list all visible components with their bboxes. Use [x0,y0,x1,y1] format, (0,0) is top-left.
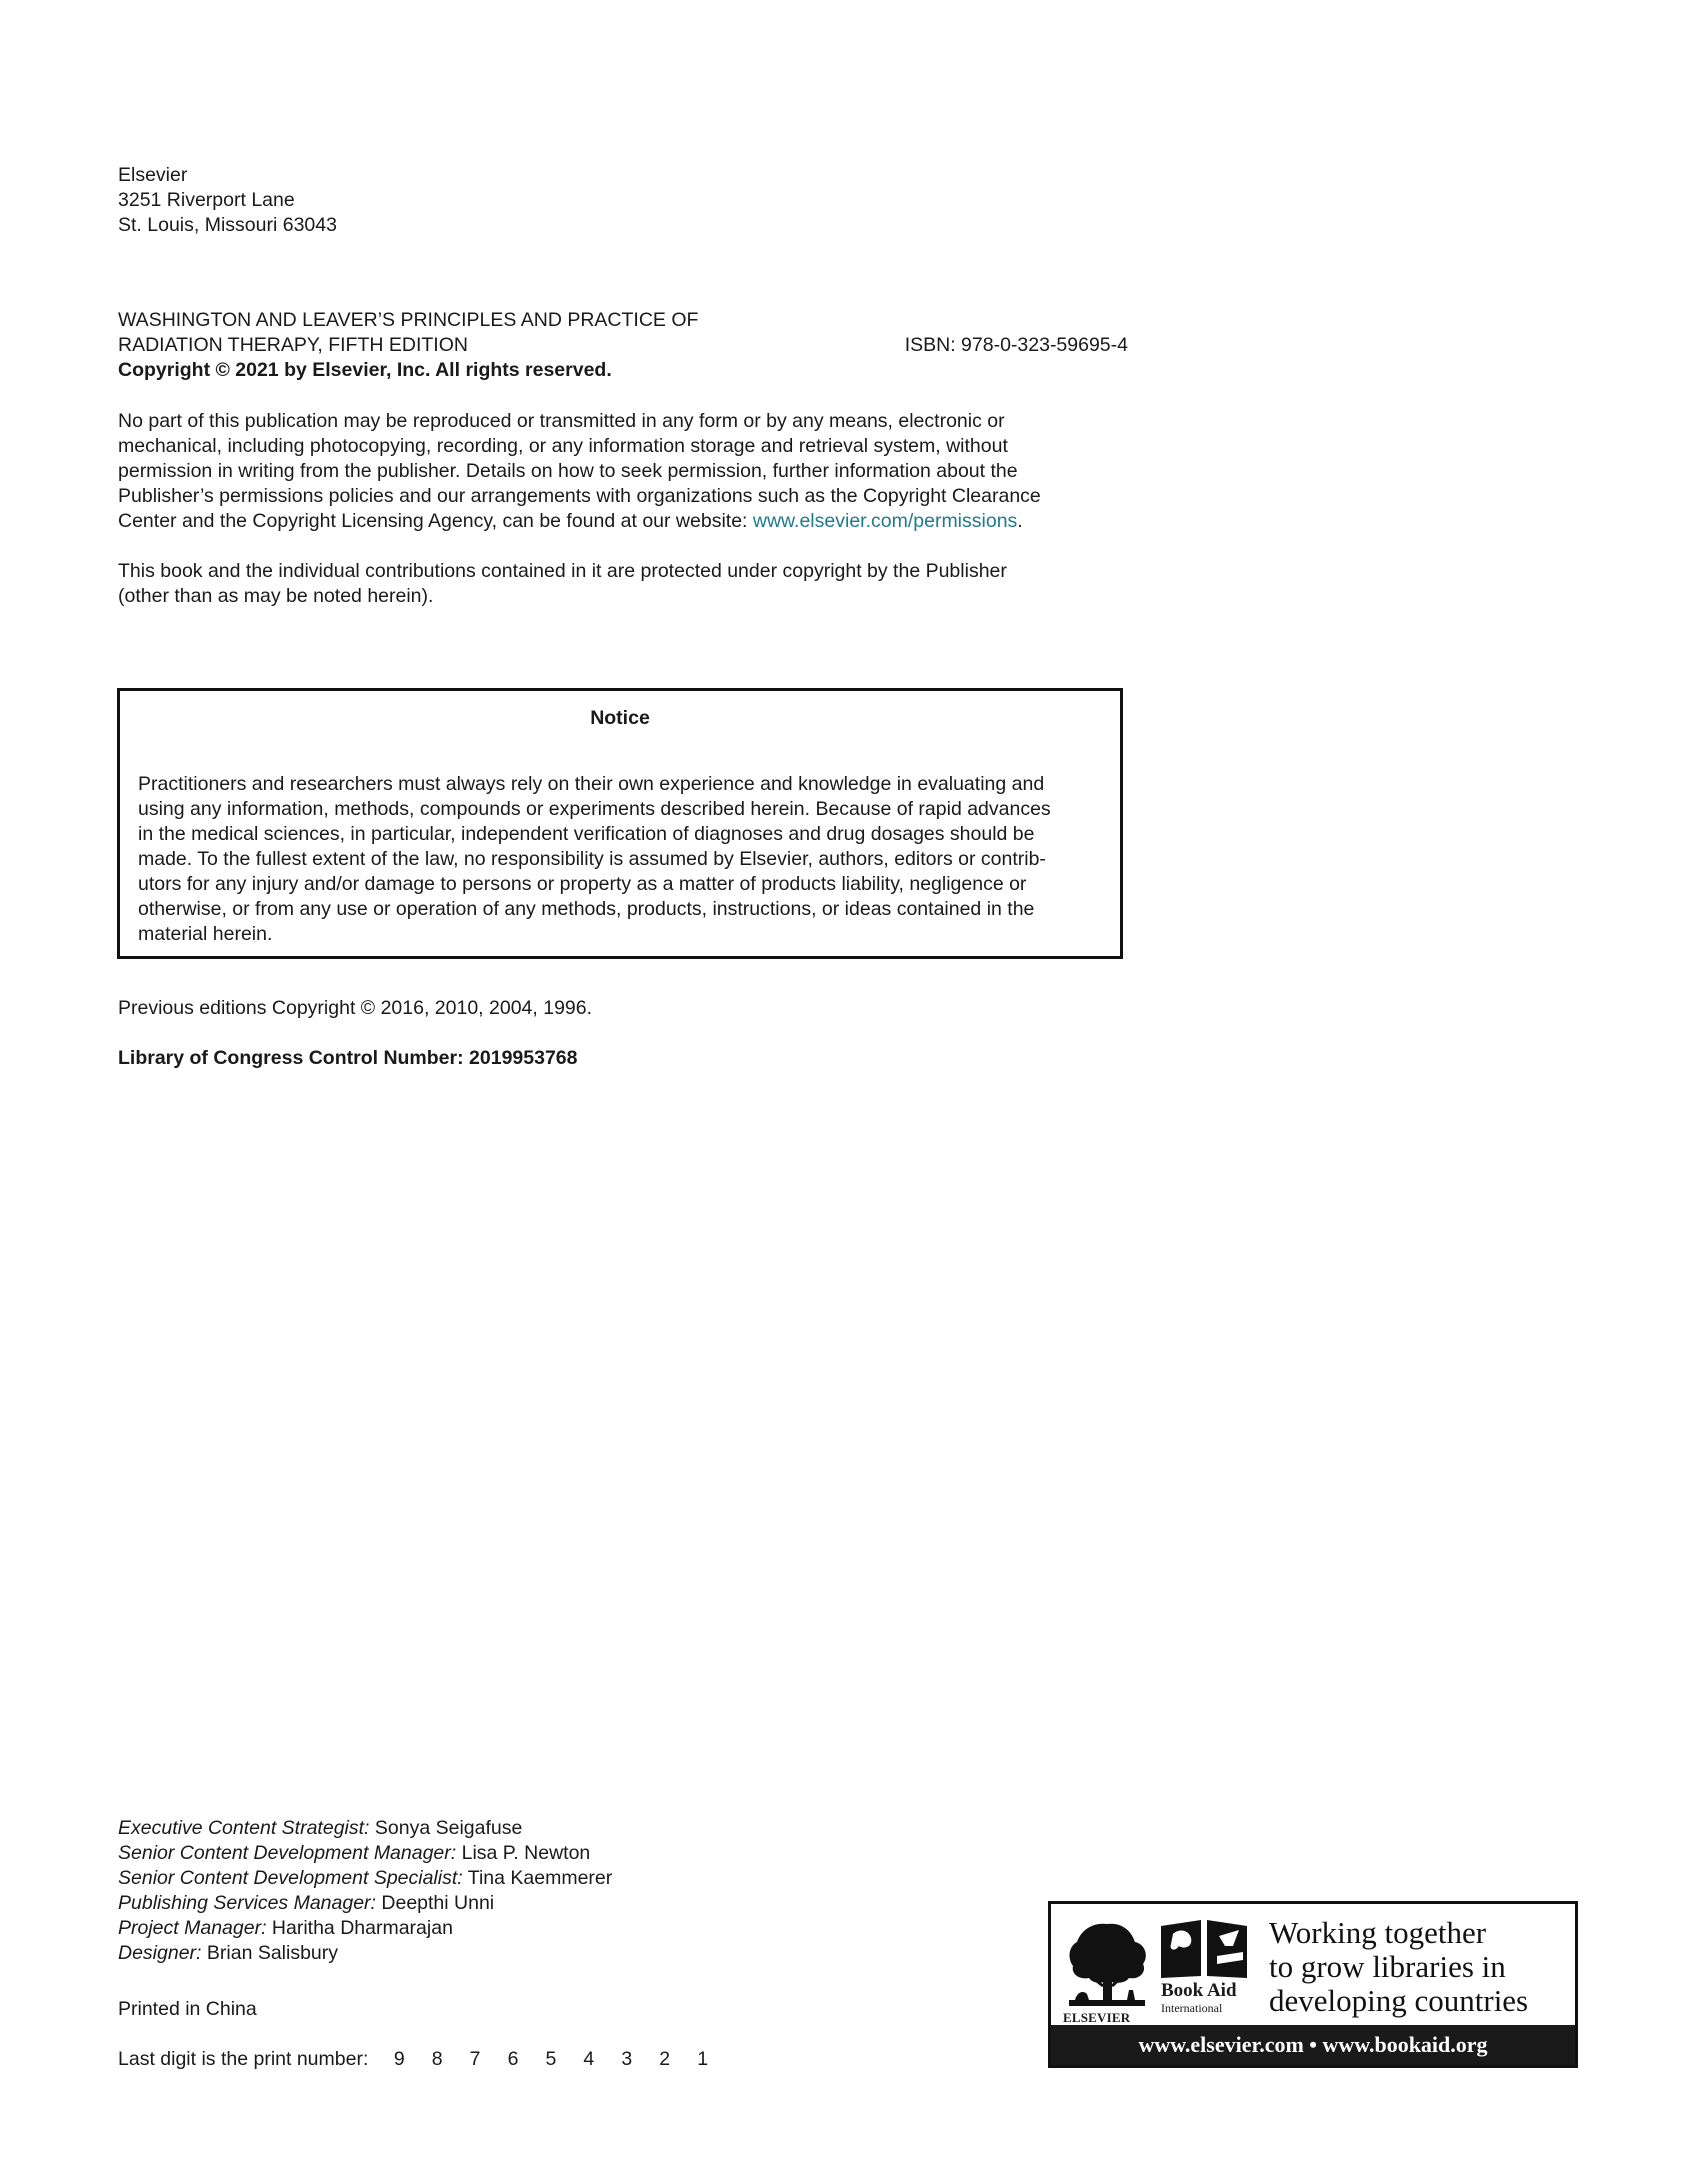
print-digit: 7 [469,2048,481,2070]
credit-line [118,1891,612,1916]
paragraph-line [118,509,1128,534]
print-digit: 1 [697,2048,709,2070]
paragraph-line: permission in writing from the publisher. Details on how to seek permission, further information about the [118,460,1018,482]
printed-in: Printed in China [118,1998,257,2020]
notice-line: made. To the fullest extent of the law, no responsibility is assumed by Elsevier, authors, editors or contrib- [138,848,1046,870]
notice-body [138,772,1123,947]
paragraph-text: . [1017,510,1023,532]
tagline-line: developing countries [1269,1983,1529,2018]
print-digit: 2 [659,2048,671,2070]
loc-control-number: Library of Congress Control Number: 2019953768 [118,1047,578,1069]
credit-role: Designer: [118,1942,202,1964]
book-aid-subtitle: International [1161,2001,1223,2015]
print-digit: 8 [431,2048,443,2070]
credit-name: Tina Kaemmerer [462,1867,613,1889]
notice-line: using any information, methods, compounds or experiments described herein. Because of rapid advances [138,798,1051,820]
previous-editions: Previous editions Copyright © 2016, 2010, 2004, 1996. [118,997,593,1019]
notice-line: utors for any injury and/or damage to persons or property as a matter of products liability, negligence or [138,873,1027,895]
notice-line: otherwise, or from any use or operation of any methods, products, instructions, or ideas contained in the [138,898,1035,920]
logo-footer-urls: www.elsevier.com • www.bookaid.org [1051,2025,1575,2065]
paragraph-line: (other than as may be noted herein). [118,585,434,607]
address-line: Elsevier [118,164,188,186]
paragraph-line: Publisher’s permissions policies and our arrangements with organizations such as the Copyright Clearance [118,485,1041,507]
book-title-line: RADIATION THERAPY, FIFTH EDITION [118,334,468,356]
credit-role: Publishing Services Manager: [118,1892,376,1914]
credit-line [118,1816,612,1841]
elsevier-wordmark: ELSEVIER [1063,2010,1131,2025]
credit-role: Executive Content Strategist: [118,1817,370,1839]
paragraph-line: This book and the individual contributions contained in it are protected under copyright by the Publisher [118,560,1007,582]
book-aid-wordmark: Book Aid [1161,1980,1237,2001]
isbn: ISBN: 978-0-323-59695-4 [904,334,1128,356]
tagline-line: to grow libraries in [1269,1949,1506,1984]
print-digit: 4 [583,2048,595,2070]
notice-line: in the medical sciences, in particular, independent verification of diagnoses and drug dosages should be [138,823,1035,845]
credit-name: Haritha Dharmarajan [266,1917,453,1939]
book-aid-logo-box [1048,1901,1578,2068]
credit-name: Brian Salisbury [201,1942,339,1964]
credit-role: Senior Content Development Manager: [118,1842,457,1864]
credit-name: Sonya Seigafuse [369,1817,523,1839]
notice-box [117,688,1123,959]
logo-tagline [1269,1916,1528,2018]
print-digit: 6 [507,2048,519,2070]
publisher-address [118,163,337,238]
print-digit: 3 [621,2048,633,2070]
contributions-paragraph [118,559,1128,609]
notice-line: material herein. [138,923,273,945]
credit-line [118,1941,612,1966]
paragraph-line: No part of this publication may be reproduced or transmitted in any form or by any means, electronic or [118,410,1005,432]
rights-paragraph [118,409,1128,534]
address-line: St. Louis, Missouri 63043 [118,214,337,236]
print-digit: 5 [545,2048,557,2070]
book-title-line: WASHINGTON AND LEAVER’S PRINCIPLES AND PRACTICE OF [118,309,699,331]
credit-line [118,1866,612,1891]
title-block [118,308,1128,383]
paragraph-line: mechanical, including photocopying, recording, or any information storage and retrieval system, without [118,435,1008,457]
paragraph-text: Center and the Copyright Licensing Agency, can be found at our website: [118,510,753,532]
book-aid-icon [1159,1916,1249,1980]
notice-line: Practitioners and researchers must always rely on their own experience and knowledge in evaluating and [138,773,1045,795]
credit-line [118,1916,612,1941]
credit-name: Lisa P. Newton [456,1842,591,1864]
print-number-label: Last digit is the print number: [118,2048,369,2070]
credit-name: Deepthi Unni [375,1892,495,1914]
tagline-line: Working together [1269,1915,1487,1950]
credit-line [118,1841,612,1866]
permissions-link[interactable]: www.elsevier.com/permissions [752,510,1018,532]
notice-heading: Notice [590,707,650,729]
credits-list [118,1816,612,1966]
copyright-line: Copyright © 2021 by Elsevier, Inc. All rights reserved. [118,359,612,381]
print-number-line [118,2047,730,2072]
elsevier-tree-icon [1063,1916,1151,2012]
credit-role: Project Manager: [118,1917,267,1939]
address-line: 3251 Riverport Lane [118,189,295,211]
credit-role: Senior Content Development Specialist: [118,1867,463,1889]
print-number-digits [394,2048,730,2070]
print-digit: 9 [393,2048,405,2070]
